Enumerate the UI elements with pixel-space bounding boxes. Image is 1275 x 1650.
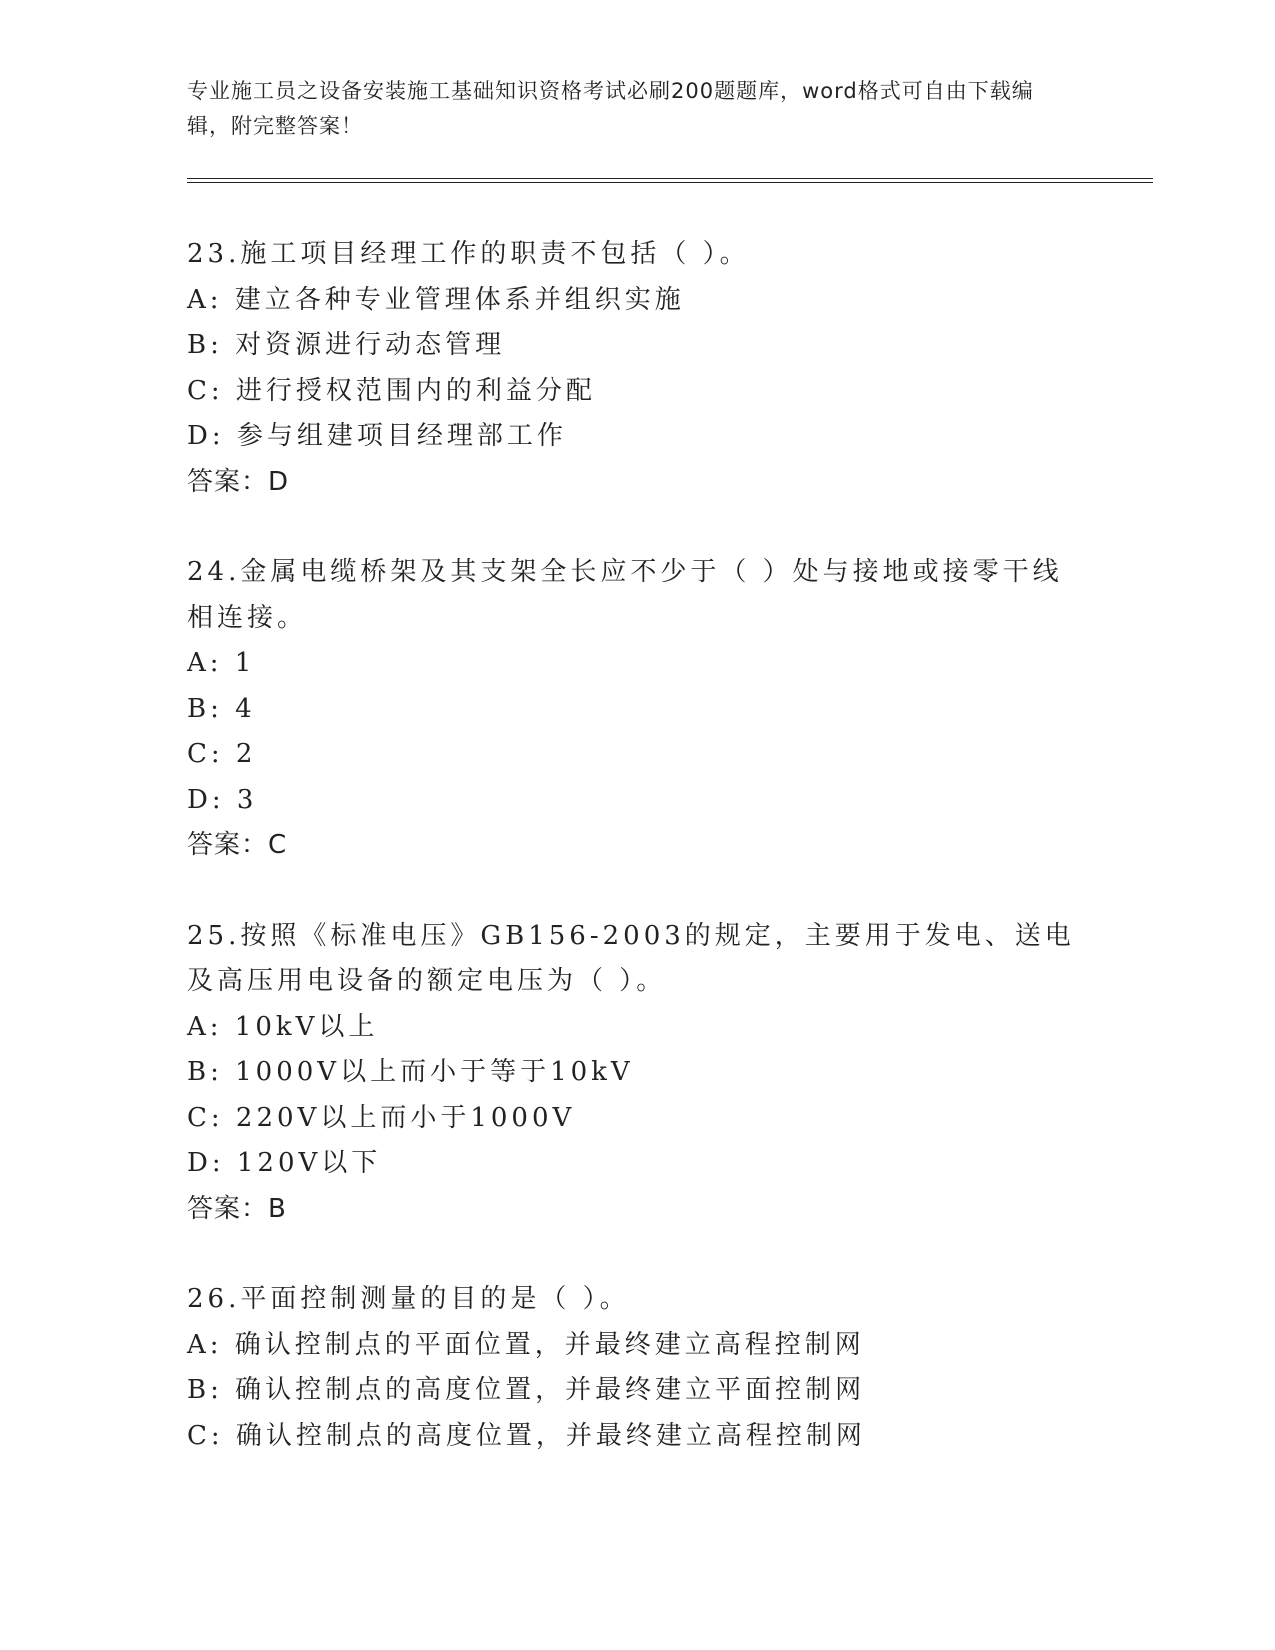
option-d: D: 120V以下 (187, 1148, 382, 1178)
question-25 (187, 914, 1087, 1233)
option-a: A: 确认控制点的平面位置，并最终建立高程控制网 (187, 1329, 865, 1360)
option-a: A: 1 (187, 648, 256, 678)
answer-text: 答案：B (187, 1193, 287, 1224)
question-list (187, 232, 1087, 1504)
option-b: B: 1000V以上而小于等于10kV (187, 1057, 634, 1087)
option-d: D: 参与组建项目经理部工作 (187, 421, 567, 451)
question-stem: 24.金属电缆桥架及其支架全长应不少于（ ）处与接地或接零干线相连接。 (187, 557, 1063, 633)
answer-text: 答案：C (187, 830, 288, 860)
option-c: C: 220V以上而小于1000V (187, 1102, 576, 1133)
option-a: A: 10kV以上 (187, 1011, 379, 1042)
option-b: B: 对资源进行动态管理 (187, 330, 506, 360)
question-stem: 23.施工项目经理工作的职责不包括（ ）。 (187, 239, 750, 269)
header-divider (187, 178, 1153, 183)
question-stem: 25.按照《标准电压》GB156-2003的规定，主要用于发电、送电及高压用电设备的额定电压为（ ）。 (187, 920, 1075, 996)
option-b: B: 4 (187, 693, 256, 724)
question-stem: 26.平面控制测量的目的是（ ）。 (187, 1284, 630, 1314)
question-26 (187, 1277, 1087, 1459)
question-24 (187, 550, 1087, 869)
option-c: C: 2 (187, 739, 257, 769)
option-b: B: 确认控制点的高度位置，并最终建立平面控制网 (187, 1375, 866, 1405)
option-c: C: 进行授权范围内的利益分配 (187, 375, 596, 406)
document-header: 专业施工员之设备安装施工基础知识资格考试必刷200题题库，word格式可自由下载编辑，附完整答案！ (187, 79, 1034, 138)
question-23 (187, 232, 1087, 505)
option-a: A: 建立各种专业管理体系并组织实施 (187, 284, 685, 315)
answer-text: 答案：D (187, 466, 290, 497)
option-d: D: 3 (187, 784, 258, 815)
option-c: C: 确认控制点的高度位置，并最终建立高程控制网 (187, 1420, 866, 1451)
